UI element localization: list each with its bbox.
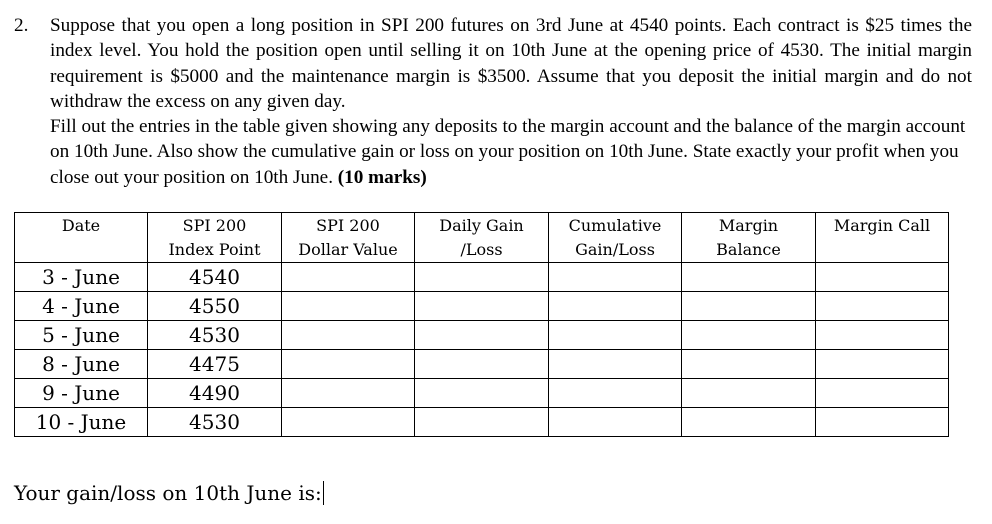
cumulative-gain-loss-cell[interactable]: [549, 263, 682, 292]
margin-balance-cell[interactable]: [682, 263, 816, 292]
col-header-cumulative-gain-loss: Cumulative Gain/Loss: [549, 213, 682, 263]
date-cell: 4 - June: [15, 292, 148, 321]
date-cell: 9 - June: [15, 379, 148, 408]
cumulative-gain-loss-cell[interactable]: [549, 292, 682, 321]
margin-balance-cell[interactable]: [682, 292, 816, 321]
margin-balance-cell[interactable]: [682, 321, 816, 350]
index-point-cell: 4540: [148, 263, 282, 292]
index-point-cell: 4475: [148, 350, 282, 379]
table-row: [15, 292, 949, 321]
daily-gain-loss-cell[interactable]: [415, 321, 549, 350]
col-header-date: Date: [15, 213, 148, 263]
date-cell: 5 - June: [15, 321, 148, 350]
col-header-margin-call: Margin Call: [816, 213, 949, 263]
daily-gain-loss-cell[interactable]: [415, 350, 549, 379]
cumulative-gain-loss-cell[interactable]: [549, 321, 682, 350]
margin-call-cell[interactable]: [816, 263, 949, 292]
dollar-value-cell[interactable]: [282, 292, 415, 321]
question: [14, 13, 972, 190]
date-cell: 10 - June: [15, 408, 148, 437]
margin-call-cell[interactable]: [816, 292, 949, 321]
daily-gain-loss-cell[interactable]: [415, 408, 549, 437]
dollar-value-cell[interactable]: [282, 321, 415, 350]
col-header-spi-index-point: SPI 200 Index Point: [148, 213, 282, 263]
margin-call-cell[interactable]: [816, 379, 949, 408]
dollar-value-cell[interactable]: [282, 350, 415, 379]
index-point-cell: 4530: [148, 408, 282, 437]
margin-balance-cell[interactable]: [682, 350, 816, 379]
margin-table: [14, 212, 949, 437]
answer-prompt: Your gain/loss on 10th June is:: [14, 481, 322, 505]
question-paragraph-2-text: Fill out the entries in the table given showing any deposits to the margin account and the balance of the margin account on 10th June. Also show the cumulative gain or loss on your position on 10th June. State exactly your profit when you close out your position on 10th June.: [50, 116, 966, 188]
table-row: [15, 350, 949, 379]
text-cursor: [323, 481, 324, 505]
margin-call-cell[interactable]: [816, 408, 949, 437]
marks-label: (10 marks): [337, 166, 427, 188]
col-header-daily-gain-loss: Daily Gain /Loss: [415, 213, 549, 263]
dollar-value-cell[interactable]: [282, 379, 415, 408]
table-row: [15, 321, 949, 350]
cumulative-gain-loss-cell[interactable]: [549, 379, 682, 408]
table-header-row: [15, 213, 949, 263]
dollar-value-cell[interactable]: [282, 263, 415, 292]
margin-call-cell[interactable]: [816, 321, 949, 350]
date-cell: 3 - June: [15, 263, 148, 292]
dollar-value-cell[interactable]: [282, 408, 415, 437]
margin-call-cell[interactable]: [816, 350, 949, 379]
daily-gain-loss-cell[interactable]: [415, 292, 549, 321]
answer-line[interactable]: [14, 481, 324, 505]
margin-balance-cell[interactable]: [682, 379, 816, 408]
margin-balance-cell[interactable]: [682, 408, 816, 437]
index-point-cell: 4550: [148, 292, 282, 321]
table-row: [15, 408, 949, 437]
date-cell: 8 - June: [15, 350, 148, 379]
daily-gain-loss-cell[interactable]: [415, 263, 549, 292]
cumulative-gain-loss-cell[interactable]: [549, 350, 682, 379]
col-header-spi-dollar-value: SPI 200 Dollar Value: [282, 213, 415, 263]
cumulative-gain-loss-cell[interactable]: [549, 408, 682, 437]
question-paragraph-2: [50, 114, 972, 190]
table-row: [15, 263, 949, 292]
col-header-margin-balance: Margin Balance: [682, 213, 816, 263]
index-point-cell: 4490: [148, 379, 282, 408]
daily-gain-loss-cell[interactable]: [415, 379, 549, 408]
table-row: [15, 379, 949, 408]
question-paragraph-1: Suppose that you open a long position in SPI 200 futures on 3rd June at 4540 points. Each contract is $25 times the index level. You hold the position open until selling it on 10th June at the opening price of 4530. The initial margin requirement is $5000 and the maintenance margin is $3500. Assume that you deposit the initial margin and do not withdraw the excess on any given day.: [50, 15, 972, 112]
question-number: 2.: [14, 15, 29, 36]
index-point-cell: 4530: [148, 321, 282, 350]
